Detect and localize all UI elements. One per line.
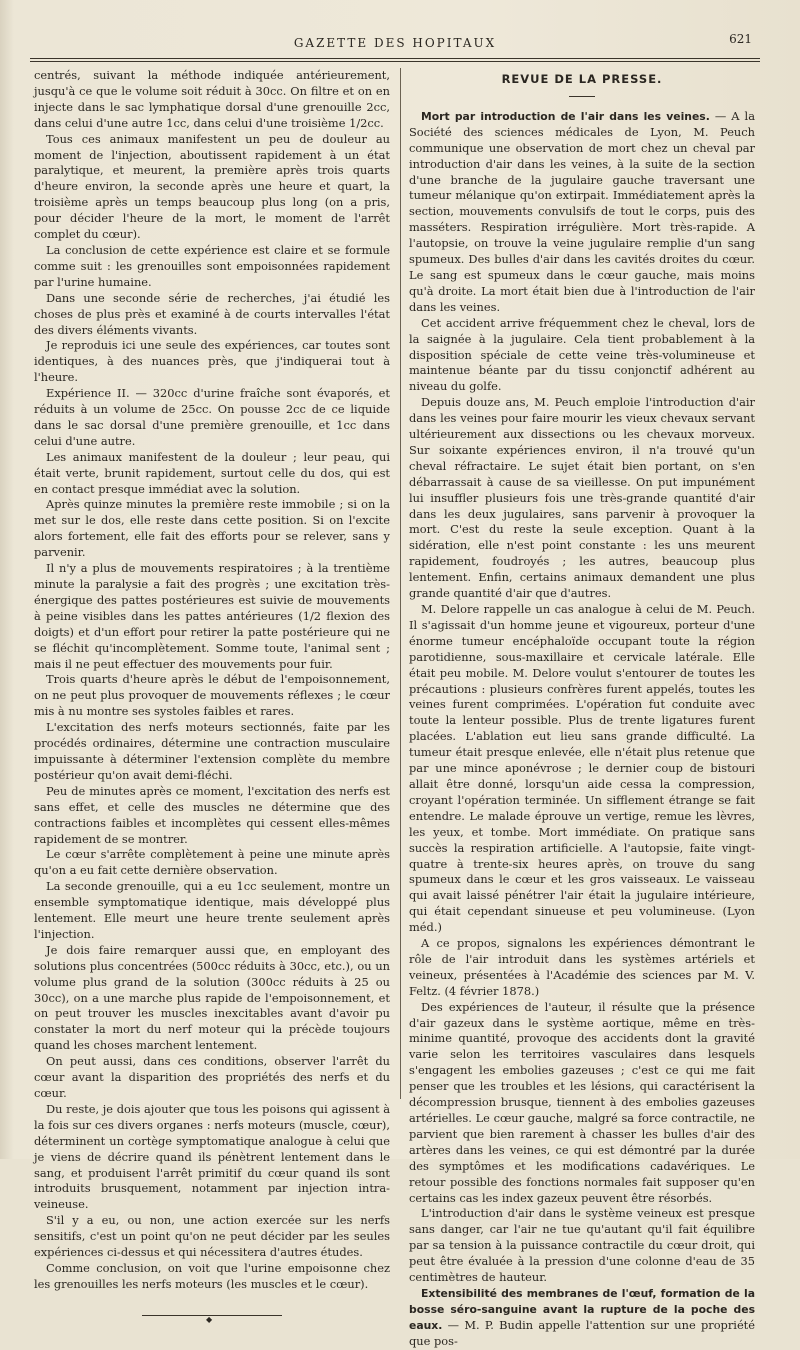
- paragraph: Trois quarts d'heure après le début de l'empoisonnement, on ne peut plus provoquer de mouvements réflexes ; le cœur mis à nu montre ses systoles faibles et rares.: [34, 672, 390, 719]
- paragraph: Expérience II. — 320cc d'urine fraîche sont évaporés, et réduits à un volume de 25cc. On pousse 2cc de ce liquide dans le sac dorsal d'une première grenouille, et 1cc dans celui d'une autre.: [34, 386, 390, 448]
- paragraph: On peut aussi, dans ces conditions, observer l'arrêt du cœur avant la disparition des propriétés des nerfs et du cœur.: [34, 1054, 390, 1100]
- article-title: Extensibilité des membranes de l'œuf, formation de la bosse séro-sanguine avant la rupture de la poche des eaux.: [409, 1286, 755, 1332]
- paragraph: Des expériences de l'auteur, il résulte que la présence d'air gazeux dans le système aortique, même en très-minime quantité, provoque des accidents dont la gravité varie selon les territoires vasculaires dans lesquels s'engagent les embolies gazeuses ; c'est ce qui me fait penser que les troubles et les lésions, qui caractérisent la décompression brusque, tiennent à des embolies gazeuses artérielles. Le cœur gauche, malgré sa force contractile, ne parvient que bien rarement à chasser les bulles d'air des artères dans les veines, ce qui est démontré par la durée des symptômes et les modifications cadavériques. Le retour possible des fonctions normales fait supposer qu'en certains cas les index gazeux peuvent être résorbés.: [409, 999, 755, 1205]
- ornament-glyph: ◆: [206, 1314, 213, 1324]
- journal-title: GAZETTE DES HOPITAUX: [293, 36, 497, 50]
- paragraph: Il n'y a plus de mouvements respiratoires ; à la trentième minute la paralysie a fait des progrès ; une excitation très-énergique des pattes postérieures est suivie de mouvements à peine visibles dans les pattes antérieures (1/2 flexion des doigts) et d'un effort pour retirer la patte postérieure qui ne se fléchit qu'incomplètement. Somme toute, l'animal sent ; mais il ne peut effectuer des mouvements pour fuir.: [34, 561, 390, 671]
- end-ornament: [142, 1314, 282, 1324]
- paragraph: Cet accident arrive fréquemment chez le cheval, lors de la saignée à la jugulaire. Cela tient probablement à la disposition spéciale de cette veine très-volumineuse et maintenue béante par du tissu conjonctif adhérent au niveau du golfe.: [409, 315, 755, 394]
- header-rule: [30, 58, 760, 59]
- paragraph: Depuis douze ans, M. Peuch emploie l'introduction d'air dans les veines pour faire mourir les vieux chevaux servant ultérieurement aux dissections ou les chevaux morveux. Sur soixante expériences environ, il n'a trouvé qu'un cheval réfractaire. Le sujet était bien portant, on s'en débarrassait à cause de sa vieillesse. On put impunément lui insuffler plusieurs fois une très-grande quantité d'air dans les deux jugulaires, sans parvenir à provoquer la mort. C'est du reste la seule exception. Quant à la sidération, elle n'est point constante : les uns meurent rapidement, foudroyés ; les autres, beaucoup plus lentement. Enfin, certains animaux demandent une plus grande quantité d'air que d'autres.: [409, 395, 755, 601]
- page-header: [30, 32, 760, 54]
- paragraph: La seconde grenouille, qui a eu 1cc seulement, montre un ensemble symptomatique identique, mais développé plus lentement. Elle meurt une heure trente seulement après l'injection.: [34, 879, 390, 941]
- paragraph: S'il y a eu, ou non, une action exercée sur les nerfs sensitifs, c'est un point qu'on ne peut décider par les seules expériences ci-dessus et qui nécessitera d'autres études.: [34, 1213, 390, 1260]
- paragraph: Les animaux manifestent de la douleur ; leur peau, qui était verte, brunit rapidement, surtout celle du dos, qui est en contact presque immédiat avec la solution.: [34, 449, 390, 496]
- paragraph: Je reproduis ici une seule des expériences, car toutes sont identiques, à des nuances près, que j'indiquerai tout à l'heure.: [34, 338, 390, 385]
- article-text: — M. P. Budin appelle l'attention sur une propriété que pos-: [409, 1317, 755, 1348]
- article-text: — A la Société des sciences médicales de Lyon, M. Peuch communique une observation de mort chez un cheval par introduction d'air dans les veines, à la suite de la section d'une branche de la jugulaire gauche traversant une tumeur mélanique qu'on extirpait. Immédiatement après la section, mouvements convulsifs de tout le corps, puis des masséters. Respiration irrégulière. Mort très-rapide. A l'autopsie, on trouve la veine jugulaire remplie d'un sang spumeux. Des bulles d'air dans les cavités droites du cœur. Le sang est spumeux dans le cœur gauche, mais moins qu'à droite. La mort était bien due à l'introduction de l'air dans les veines.: [409, 108, 755, 314]
- paragraph: centrés, suivant la méthode indiquée antérieurement, jusqu'à ce que le volume soit réduit à 30cc. On filtre et on en injecte dans le sac lymphatique dorsal d'une grenouille 2cc, dans celui d'une autre 1cc, dans celui d'une troisième 1/2cc.: [34, 68, 390, 130]
- left-column: [34, 68, 390, 1324]
- page-number: 621: [729, 32, 752, 46]
- header-rule-double: [30, 61, 760, 62]
- paragraph: M. Delore rappelle un cas analogue à celui de M. Peuch. Il s'agissait d'un homme jeune et vigoureux, porteur d'une énorme tumeur encéphaloïde occupant toute la région parotidienne, sous-maxillaire et cervicale latérale. Elle était peu mobile. M. Delore voulut s'entourer de toutes les précautions : plusieurs confrères furent appelés, toutes les veines furent comprimées. L'opération fut conduite avec toute la lenteur possible. Plus de trente ligatures furent placées. L'ablation eut lieu sans grande difficulté. La tumeur était presque enlevée, elle n'était plus retenue que par une mince aponévrose ; le dernier coup de bistouri allait être donné, lorsqu'un aide cessa la compression, croyant l'opération terminée. Un sifflement étrange se fait entendre. Le malade éprouve un vertige, remue les lèvres, les yeux, et tombe. Mort immédiate. On pratique sans succès la respiration artificielle. A l'autopsie, faite vingt-quatre à trente-six heures après, on trouve du sang spumeux dans le cœur et les gros vaisseaux. Le vaisseau qui avait laissé pénétrer l'air était la jugulaire intérieure, qui était cependant sinueuse et peu volumineuse. (Lyon méd.): [409, 602, 755, 935]
- paragraph: Tous ces animaux manifestent un peu de douleur au moment de l'injection, aboutissent rapidement à un état paralytique, et meurent, la première après trois quarts d'heure environ, la seconde après une heure et quart, la troisième après un temps beaucoup plus long (on a pris, pour décider l'heure de la mort, le moment de l'arrêt complet du cœur).: [34, 131, 390, 242]
- paragraph: La conclusion de cette expérience est claire et se formule comme suit : les grenouilles sont empoisonnées rapidement par l'urine humaine.: [34, 242, 390, 289]
- paragraph: Je dois faire remarquer aussi que, en employant des solutions plus concentrées (500cc réduits à 30cc, etc.), ou un volume plus grand de la solution (300cc réduits à 25 ou 30cc), on a une marche plus rapide de l'empoisonnement, et on peut trouver les muscles inexcitables avant d'avoir pu constater la mort du nerf moteur qui la précède toujours quand les choses marchent lentement.: [34, 942, 390, 1053]
- section-title: REVUE DE LA PRESSE.: [501, 72, 663, 86]
- paragraph: L'excitation des nerfs moteurs sectionnés, faite par les procédés ordinaires, détermine une contraction musculaire impuissante à déterminer l'extension complète du membre postérieur qu'on avait demi-fléchi.: [34, 720, 390, 782]
- article-paragraph: [409, 109, 755, 316]
- paragraph: A ce propos, signalons les expériences démontrant le rôle de l'air introduit dans les systèmes artériels et veineux, présentées à l'Académie des sciences par M. V. Feltz. (4 février 1878.): [409, 936, 755, 998]
- right-column: [409, 68, 755, 1348]
- paragraph: Le cœur s'arrête complètement à peine une minute après qu'on a eu fait cette dernière observation.: [34, 847, 390, 878]
- paragraph: L'introduction d'air dans le système veineux est presque sans danger, car l'air ne tue qu'autant qu'il fait équilibre par sa tension à la puissance contractile du cœur droit, qui peut être évaluée à la pression d'une colonne d'eau de 35 centimètres de hauteur.: [409, 1206, 755, 1285]
- paragraph: Peu de minutes après ce moment, l'excitation des nerfs est sans effet, et celle des muscles ne détermine que des contractions faibles et incomplètes qui cessent elles-mêmes rapidement de se montrer.: [34, 783, 390, 846]
- paragraph: Après quinze minutes la première reste immobile ; si on la met sur le dos, elle reste dans cette position. Si on l'excite alors fortement, elle fait des efforts pour se relever, sans y parvenir.: [34, 497, 390, 560]
- paragraph: Dans une seconde série de recherches, j'ai étudié les choses de plus près et examiné à de courts intervalles l'état des divers éléments vivants.: [34, 290, 390, 337]
- paragraph: Comme conclusion, on voit que l'urine empoisonne chez les grenouilles les nerfs moteurs (les muscles et le cœur).: [34, 1260, 390, 1291]
- column-divider: [400, 68, 401, 1099]
- article-paragraph: [409, 1286, 755, 1350]
- article-title: Mort par introduction de l'air dans les veines.: [421, 109, 710, 123]
- paragraph: Du reste, je dois ajouter que tous les poisons qui agissent à la fois sur ces divers organes : nerfs moteurs (muscle, cœur), déterminent un cortège symptomatique analogue à celui que je viens de décrire quand ils pénètrent lentement dans le sang, et produisent l'arrêt primitif du cœur quand ils sont introduits brusquement, notamment par injection intra-veineuse.: [34, 1101, 390, 1212]
- section-rule: [569, 96, 595, 97]
